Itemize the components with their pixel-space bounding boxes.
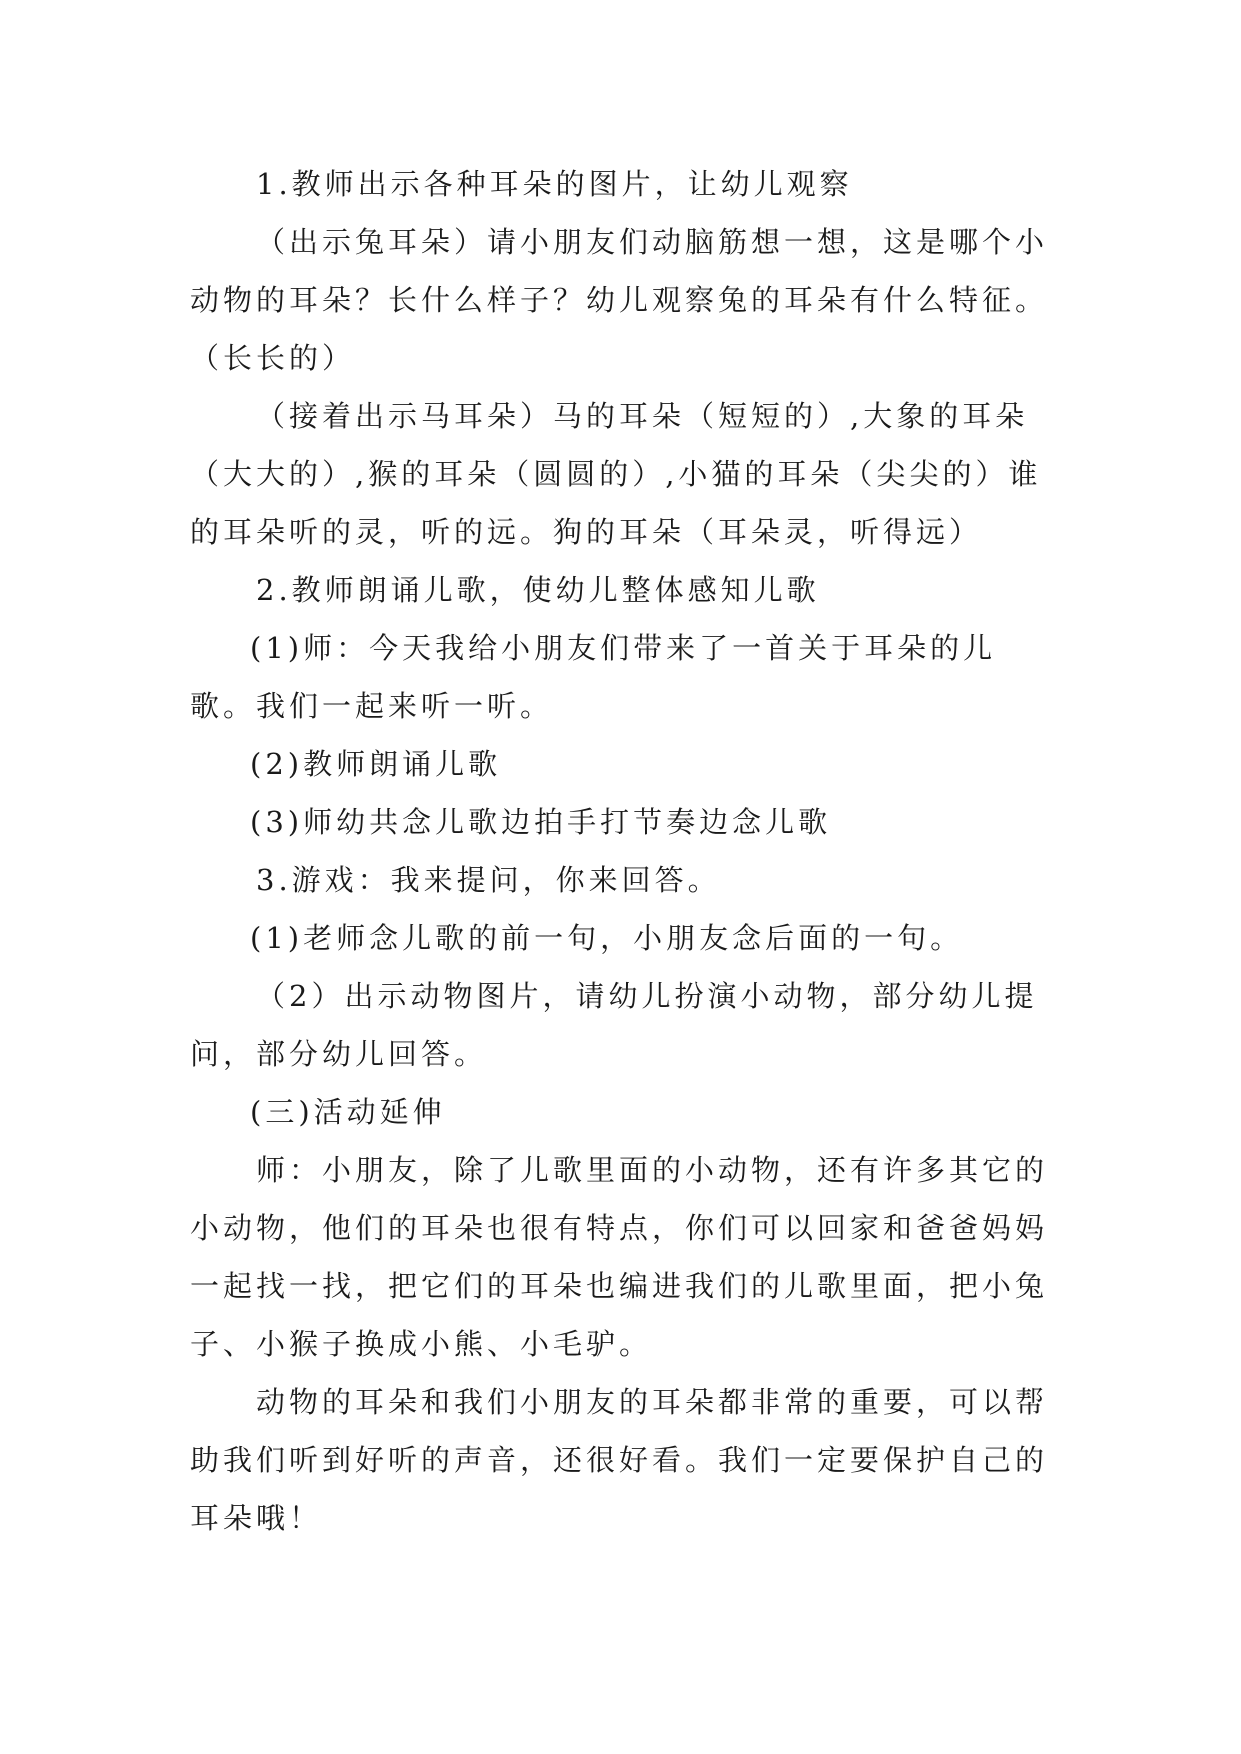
paragraph-step-2-3: (3)师幼共念儿歌边拍手打节奏边念儿歌 [250, 805, 832, 839]
paragraph-step-3-2: （2）出示动物图片，请幼儿扮演小动物，部分幼儿提问，部分幼儿回答。 [190, 979, 1038, 1071]
paragraph-step-3-1: (1)老师念儿歌的前一句，小朋友念后面的一句。 [250, 921, 964, 955]
paragraph-rabbit-ear: （出示兔耳朵）请小朋友们动脑筋想一想，这是哪个小动物的耳朵？长什么样子？幼儿观察兔的耳朵有什么特征。（长长的） [190, 225, 1049, 375]
document-body [190, 155, 1050, 1547]
paragraph-conclusion: 动物的耳朵和我们小朋友的耳朵都非常的重要，可以帮助我们听到好听的声音，还很好看。我们一定要保护自己的耳朵哦！ [190, 1385, 1049, 1535]
paragraph-step-2: 2.教师朗诵儿歌，使幼儿整体感知儿歌 [256, 573, 820, 607]
paragraph-other-ears: （接着出示马耳朵）马的耳朵（短短的）,大象的耳朵（大大的）,猴的耳朵（圆圆的）,小猫的耳朵（尖尖的）谁的耳朵听的灵，听的远。狗的耳朵（耳朵灵，听得远） [190, 399, 1042, 549]
paragraph-step-3: 3.游戏：我来提问，你来回答。 [256, 863, 721, 897]
paragraph-section-extension: (三)活动延伸 [250, 1095, 446, 1129]
paragraph-step-2-1: (1)师：今天我给小朋友们带来了一首关于耳朵的儿歌。我们一起来听一听。 [190, 631, 997, 723]
paragraph-step-2-2: (2)教师朗诵儿歌 [250, 747, 502, 781]
paragraph-teacher-extension: 师：小朋友，除了儿歌里面的小动物，还有许多其它的小动物，他们的耳朵也很有特点，你们可以回家和爸爸妈妈一起找一找，把它们的耳朵也编进我们的儿歌里面，把小兔子、小猴子换成小熊、小毛驴。 [190, 1153, 1049, 1361]
paragraph-step-1: 1.教师出示各种耳朵的图片，让幼儿观察 [256, 167, 853, 201]
